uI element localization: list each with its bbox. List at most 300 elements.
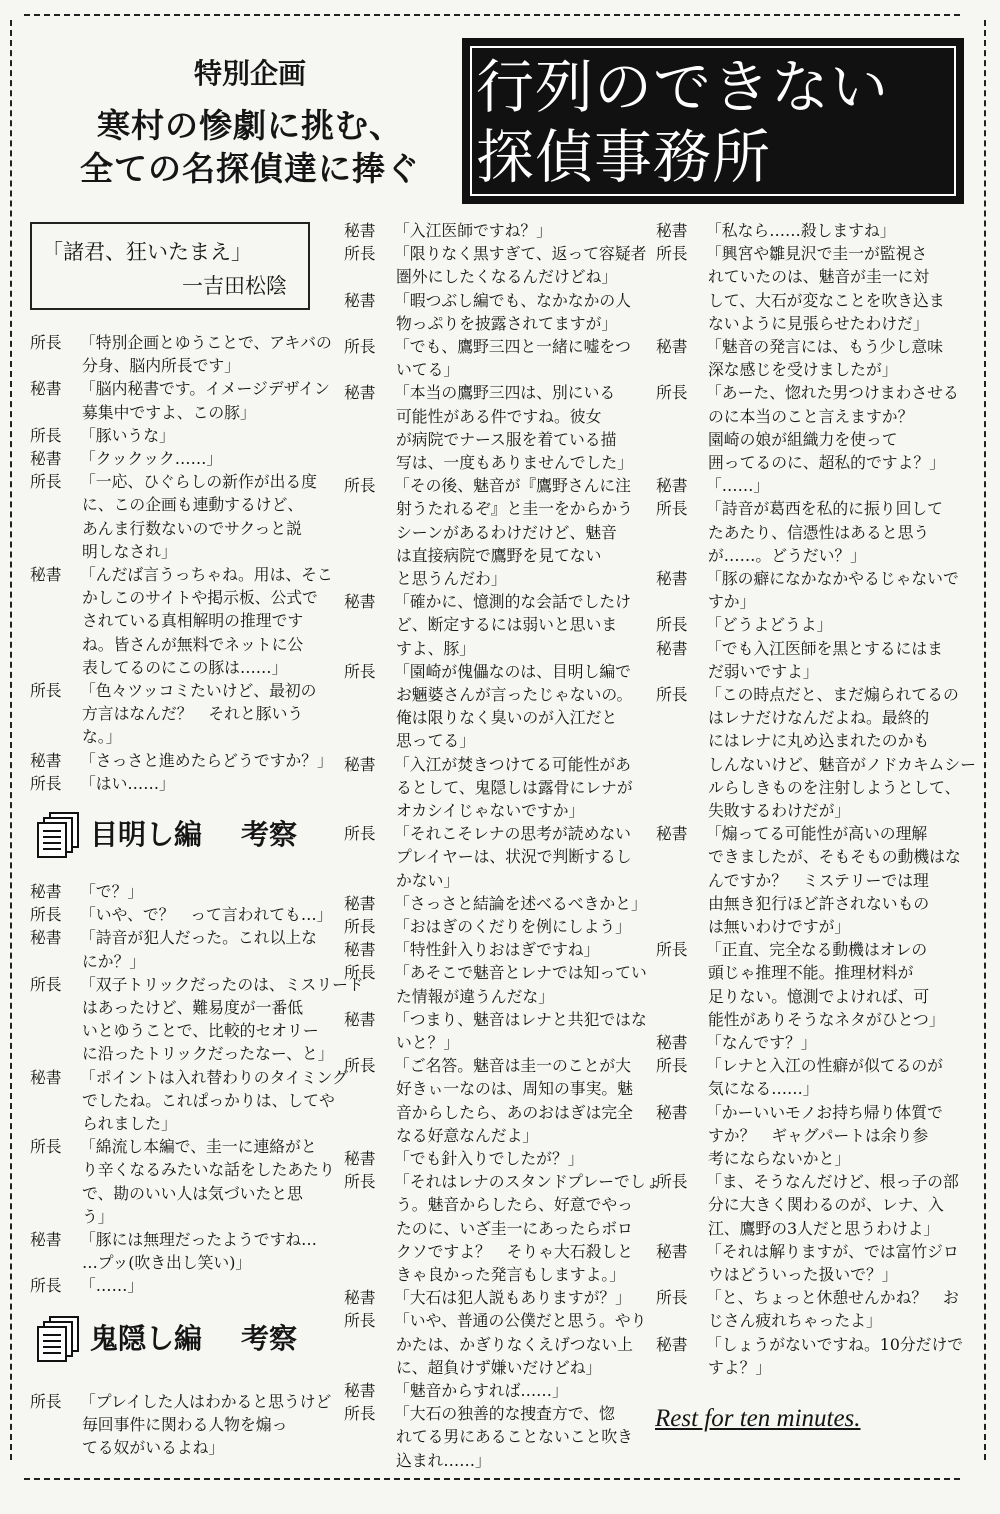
- dialogue-line: [656, 289, 945, 312]
- speaker-label: 秘書: [344, 592, 376, 612]
- speaker-label: 所長: [30, 773, 62, 793]
- dialogue-text: じさん疲れちゃったよ」: [708, 1311, 882, 1331]
- dialogue-text: 好きぃ一なのは、周知の事実。魅: [396, 1079, 633, 1099]
- quote-box: [30, 222, 310, 310]
- dialogue-line: [30, 1135, 317, 1158]
- dialogue-text: 「それは解りますが、では富竹ジロ: [706, 1241, 959, 1261]
- dialogue-line: [344, 474, 631, 497]
- dialogue-line: [656, 428, 898, 451]
- dialogue-line: [344, 521, 617, 544]
- dialogue-line: [30, 424, 175, 447]
- speaker-label: 秘書: [344, 1149, 376, 1168]
- speaker-label: 秘書: [656, 1033, 688, 1052]
- speaker-label: 所長: [344, 824, 376, 844]
- dialogue-text: 「でも、鷹野三四と一緒に嘘をつ: [394, 337, 631, 356]
- title-line-1: 行列のできない: [476, 53, 890, 121]
- dialogue-text: にか？」: [82, 951, 146, 971]
- dialogue-line: [344, 961, 647, 984]
- dialogue-text: は無いわけですが」: [708, 917, 851, 936]
- speaker-label: 所長: [344, 661, 376, 681]
- dialogue-text: 「で？」: [80, 882, 144, 901]
- dialogue-text: 「入江医師ですね？」: [394, 221, 552, 240]
- speaker-label: 所長: [30, 1137, 62, 1157]
- dialogue-text: 「限りなく黒すぎて、返って容疑者: [394, 244, 647, 264]
- dialogue-text: 圏外にしたくなるんだけどね」: [396, 267, 618, 287]
- dialogue-line: [656, 451, 945, 474]
- speaker-label: 所長: [344, 476, 376, 496]
- speaker-label: 秘書: [344, 221, 376, 240]
- dialogue-line: [344, 312, 617, 335]
- dialogue-text: 考にならないかと」: [708, 1149, 851, 1168]
- dialogue-line: [656, 845, 961, 868]
- dialogue-line: [344, 776, 633, 799]
- speaker-label: 所長: [344, 917, 376, 936]
- dialogue-text: 失敗するわけだが」: [708, 801, 851, 820]
- dialogue-text: いと？」: [396, 1033, 460, 1052]
- dialogue-text: 「さっさと進めたらどうですか？」: [80, 750, 333, 770]
- dialogue-text: 「暇つぶし編でも、なかなかの人: [394, 290, 631, 310]
- dialogue-line: [344, 915, 631, 938]
- dialogue-line: [344, 358, 459, 381]
- dialogue-line: [30, 950, 145, 973]
- dialogue-text: かたは、かぎりなくえげつない上: [396, 1334, 633, 1354]
- dialogue-line: [656, 985, 929, 1008]
- dialogue-text: 江、鷹野の3人だと思うわけよ」: [708, 1218, 940, 1238]
- dialogue-line: [30, 1228, 317, 1251]
- speaker-label: 秘書: [344, 1288, 376, 1308]
- dialogue-line: [656, 358, 898, 381]
- dialogue-text: 「クックック……」: [80, 449, 223, 468]
- dialogue-text: 深な感じを受けましたが」: [708, 360, 898, 380]
- dialogue-text: 「私なら……殺しますね」: [706, 221, 896, 240]
- dialogue-line: [344, 1077, 633, 1100]
- dialogue-line: [656, 1286, 959, 1309]
- dialogue-text: 「でも入江医師を黒とするにはま: [706, 638, 943, 658]
- speaker-label: 所長: [30, 333, 62, 352]
- speaker-label: 所長: [30, 1276, 62, 1296]
- dialogue-text: 「綿流し本編で、圭一に連絡がと: [80, 1137, 317, 1157]
- dialogue-line: [656, 1240, 959, 1263]
- dialogue-line: [656, 753, 976, 776]
- dialogue-text: クソですよ？ そりゃ大石殺しと: [396, 1241, 633, 1261]
- dialogue-line: [30, 540, 177, 563]
- dialogue-line: [30, 1390, 331, 1413]
- dialogue-text: かない」: [396, 870, 460, 890]
- dialogue-line: [656, 1101, 943, 1124]
- quote-author: 一吉田松陰: [182, 274, 287, 298]
- dialogue-line: [344, 1333, 633, 1356]
- dialogue-line: [656, 660, 819, 683]
- dialogue-line: [30, 1436, 224, 1459]
- speaker-label: 所長: [344, 337, 376, 356]
- dialogue-text: んですか？ ミステリーでは理: [708, 870, 929, 890]
- left-dashed-border: [10, 20, 12, 1460]
- dialogue-text: 能性がありそうなネタがひとつ」: [708, 1009, 945, 1029]
- top-dashed-border: [24, 14, 960, 16]
- dialogue-line: [344, 1449, 491, 1472]
- dialogue-line: [30, 563, 333, 586]
- dialogue-line: [656, 335, 943, 358]
- dialogue-text: 「特別企画とゆうことで、アキバの: [80, 333, 332, 352]
- dialogue-line: [656, 869, 929, 892]
- dialogue-line: [656, 1077, 819, 1100]
- dialogue-line: [30, 586, 318, 609]
- dialogue-line: [344, 729, 475, 752]
- dialogue-line: [656, 1309, 882, 1332]
- dialogue-line: [344, 706, 617, 729]
- dialogue-line: [656, 613, 832, 636]
- dialogue-text: にはレナに丸め込まれたのかも: [708, 731, 930, 751]
- dialogue-line: [656, 938, 927, 961]
- dialogue-line: [344, 451, 633, 474]
- dialogue-line: [344, 289, 631, 312]
- dialogue-line: [344, 1286, 631, 1309]
- dialogue-text: 物っぷりを披露されてますが」: [396, 313, 618, 333]
- dialogue-text: 「詩音が犯人だった。これ以上な: [80, 928, 317, 948]
- dialogue-text: 「あーた、惚れた男つけまわさせる: [706, 383, 959, 403]
- speaker-label: 所長: [30, 1392, 62, 1411]
- dialogue-text: きゃ良かった発言もしますよ。」: [396, 1265, 626, 1284]
- dialogue-text: られました」: [82, 1114, 177, 1133]
- speaker-label: 所長: [344, 244, 376, 264]
- dialogue-text: しんないけど、魅音がノドカキムシー: [708, 754, 976, 774]
- dialogue-text: に、超負けず嫌いだけどね」: [396, 1357, 602, 1377]
- dialogue-text: 「豚いうな」: [80, 425, 175, 445]
- dialogue-text: すか」: [708, 592, 756, 612]
- dialogue-line: [656, 1008, 945, 1031]
- dialogue-text: 「その後、魅音が『鷹野さんに注: [394, 476, 631, 496]
- dialogue-text: 「おはぎのくだりを例にしよう」: [394, 917, 631, 936]
- subtitle-line-1: 寒村の惨劇に挑む、: [97, 106, 403, 145]
- dialogue-text: に、この企画も連動するけど、: [82, 495, 304, 515]
- speaker-label: 秘書: [30, 449, 62, 468]
- dialogue-text: 明しなされ」: [82, 541, 177, 561]
- speaker-label: 秘書: [30, 379, 62, 399]
- dialogue-line: [30, 1251, 251, 1274]
- dialogue-line: [30, 1066, 348, 1089]
- dialogue-text: 「この時点だと、まだ煽られてるの: [706, 685, 959, 704]
- speaker-label: 所長: [656, 499, 688, 519]
- dialogue-line: [30, 517, 302, 540]
- dialogue-text: いとゆうことで、比較的セオリー: [82, 1021, 319, 1041]
- dialogue-text: 射うたれるぞ』と圭一をからかう: [396, 499, 633, 519]
- speaker-label: 秘書: [656, 337, 688, 356]
- dialogue-line: [344, 985, 554, 1008]
- dialogue-line: [30, 493, 303, 516]
- dialogue-text: 「特性針入りおはぎですね」: [394, 940, 600, 960]
- dialogue-line: [30, 1182, 303, 1205]
- dialogue-text: う。魅音からしたら、好意でやっ: [396, 1195, 633, 1215]
- dialogue-line: [656, 1124, 928, 1147]
- quote-text: 「諸君、狂いたまえ」: [42, 240, 252, 264]
- dialogue-text: 「いや、で？ って言われても…」: [80, 905, 333, 925]
- dialogue-line: [344, 335, 631, 358]
- dialogue-text: 「園崎が傀儡なのは、目明し編で: [394, 661, 631, 681]
- speaker-label: 所長: [656, 383, 688, 403]
- dialogue-line: [656, 1356, 771, 1379]
- dialogue-text: 「さっさと結論を述べるべきかと」: [394, 893, 647, 913]
- speaker-label: 所長: [656, 1056, 688, 1076]
- speaker-label: 秘書: [344, 383, 376, 403]
- dialogue-text: 園崎の娘が組織力を使って: [708, 429, 898, 449]
- dialogue-text: 「いや、普通の公僕だと思う。やり: [394, 1311, 647, 1331]
- dialogue-text: ないように見張らせたわけだ」: [708, 313, 929, 333]
- dialogue-text: は直接病院で鷹野を見てない: [396, 545, 602, 565]
- dialogue-line: [344, 381, 615, 404]
- dialogue-line: [344, 265, 617, 288]
- dialogue-text: はあったけど、難易度が一番低: [82, 998, 303, 1017]
- dialogue-text: な。」: [82, 727, 122, 747]
- speaker-label: 所長: [30, 425, 62, 445]
- speaker-label: 所長: [344, 1404, 376, 1424]
- dialogue-line: [30, 470, 317, 493]
- dialogue-text: 「なんです？」: [706, 1033, 817, 1052]
- speaker-label: 秘書: [344, 290, 376, 310]
- rest-caption: Rest for ten minutes.: [655, 1405, 861, 1432]
- section-title: 目明し編: [90, 818, 203, 851]
- dialogue-line: [656, 1170, 959, 1193]
- speaker-label: 秘書: [344, 1009, 376, 1029]
- dialogue-text: 「興宮や雛見沢で圭一が監視さ: [706, 244, 928, 264]
- dialogue-text: 「ご名答。魅音は圭一のことが大: [394, 1056, 631, 1076]
- speaker-label: 所長: [30, 681, 62, 700]
- speaker-label: 所長: [344, 1311, 376, 1331]
- dialogue-text: 「と、ちょっと休憩せんかね？ お: [706, 1288, 959, 1308]
- dialogue-line: [656, 892, 929, 915]
- dialogue-line: [30, 1112, 177, 1135]
- dialogue-line: [30, 1042, 334, 1065]
- document-icon: [36, 812, 80, 858]
- dialogue-line: [344, 428, 616, 451]
- dialogue-text: 募集中ですよ、この豚」: [82, 402, 256, 422]
- dialogue-text: れてる男にあることないこと吹き: [396, 1427, 633, 1447]
- dialogue-line: [656, 1263, 898, 1286]
- dialogue-text: プレイヤーは、状況で判断するし: [396, 847, 632, 867]
- dialogue-line: [344, 1054, 631, 1077]
- dialogue-line: [30, 1205, 114, 1228]
- dialogue-line: [344, 567, 507, 590]
- dialogue-text: に沿ったトリックだったなー、と」: [82, 1044, 334, 1064]
- dialogue-line: [30, 377, 330, 400]
- dialogue-text: お魎婆さんが言ったじゃないの。: [396, 685, 633, 704]
- dialogue-text: てる奴がいるよね」: [82, 1438, 225, 1458]
- section-tag: 考察: [241, 818, 298, 851]
- dialogue-text: 思ってる」: [396, 731, 475, 751]
- dialogue-text: オカシイじゃないですか」: [396, 801, 585, 820]
- dialogue-line: [30, 401, 256, 424]
- dialogue-text: ね。皆さんが無料でネットに公: [82, 634, 304, 654]
- dialogue-line: [344, 637, 475, 660]
- speaker-label: 秘書: [30, 750, 62, 770]
- dialogue-line: [344, 405, 601, 428]
- dialogue-text: 方言はなんだ？ それと豚いう: [82, 704, 304, 724]
- speaker-label: 秘書: [30, 565, 62, 584]
- dialogue-text: だ弱いですよ」: [708, 661, 819, 681]
- dialogue-text: 「大石は犯人説もありますが？」: [394, 1288, 631, 1308]
- dialogue-line: [656, 312, 929, 335]
- speaker-label: 秘書: [344, 940, 376, 960]
- dialogue-text: 「……」: [706, 476, 770, 496]
- speaker-label: 秘書: [656, 569, 688, 588]
- dialogue-line: [30, 1413, 287, 1436]
- speaker-label: 秘書: [30, 882, 62, 901]
- dialogue-text: 分に大きく関わるのが、レナ、入: [708, 1195, 944, 1215]
- dialogue-text: のに本当のこと言えますか？: [708, 406, 914, 426]
- dialogue-text: 「豚の癖になかなかやるじゃないで: [706, 569, 959, 588]
- dialogue-line: [656, 1333, 963, 1356]
- dialogue-line: [344, 1309, 646, 1332]
- dialogue-line: [30, 973, 364, 996]
- dialogue-text: るとして、鬼隠しは露骨にレナが: [396, 777, 633, 797]
- dialogue-text: た情報が違うんだな」: [396, 986, 554, 1006]
- dialogue-text: すよ、豚」: [396, 638, 475, 658]
- dialogue-line: [656, 405, 913, 428]
- dialogue-text: 「煽ってる可能性が高いの理解: [706, 824, 928, 844]
- dialogue-text: 気になる……」: [708, 1079, 819, 1099]
- dialogue-line: [656, 497, 943, 520]
- dialogue-text: 毎回事件に関わる人物を煽っ: [82, 1415, 288, 1435]
- dialogue-text: れていたのは、魅音が圭一に対: [708, 267, 930, 287]
- dialogue-line: [656, 544, 866, 567]
- dialogue-text: 由無き犯行ほど許されないもの: [708, 893, 930, 913]
- dialogue-line: [344, 845, 632, 868]
- dialogue-line: [344, 822, 631, 845]
- document-icon: [36, 1316, 80, 1362]
- speaker-label: 所長: [30, 472, 62, 492]
- dialogue-line: [344, 753, 631, 776]
- speaker-label: 秘書: [656, 1334, 688, 1354]
- dialogue-line: [656, 219, 896, 242]
- dialogue-text: あんま行数ないのでサクっと説: [82, 518, 302, 538]
- dialogue-text: 「はい……」: [80, 773, 175, 793]
- dialogue-line: [30, 633, 303, 656]
- dialogue-text: 「でも針入りでしたが？」: [394, 1149, 584, 1168]
- speaker-label: 所長: [656, 1288, 688, 1308]
- dialogue-text: ルらしきものを注射しようとして、: [708, 777, 961, 797]
- dialogue-line: [656, 915, 850, 938]
- dialogue-text: いてる」: [396, 360, 460, 380]
- dialogue-line: [344, 1263, 625, 1286]
- dialogue-line: [656, 706, 929, 729]
- dialogue-text: ウはどういった扱いで？」: [708, 1265, 898, 1284]
- dialogue-text: 「……」: [80, 1276, 144, 1296]
- dialogue-line: [30, 656, 287, 679]
- dialogue-line: [344, 683, 632, 706]
- dialogue-text: はレナだけなんだよね。最終的: [708, 708, 930, 728]
- dialogue-text: 囲ってるのに、超私的ですよ？」: [708, 453, 945, 472]
- dialogue-text: 込まれ……」: [396, 1450, 491, 1470]
- dialogue-line: [344, 242, 646, 265]
- dialogue-text: 「大石の独善的な捜査方で、惚: [394, 1404, 615, 1424]
- speaker-label: 所長: [30, 974, 62, 994]
- dialogue-text: 音からしたら、あのおはぎは完全: [396, 1102, 633, 1122]
- speaker-label: 所長: [656, 685, 688, 704]
- speaker-label: 所長: [656, 615, 688, 635]
- speaker-label: 秘書: [656, 1102, 688, 1122]
- dialogue-line: [656, 1031, 817, 1054]
- dialogue-line: [656, 381, 959, 404]
- dialogue-line: [30, 903, 332, 926]
- dialogue-text: 「んだば言うっちゃね。用は、そこ: [80, 565, 333, 584]
- dialogue-line: [344, 1124, 538, 1147]
- dialogue-line: [656, 729, 929, 752]
- dialogue-line: [656, 1193, 944, 1216]
- dialogue-line: [30, 926, 317, 949]
- dialogue-text: 「つまり、魅音はレナと共犯ではな: [394, 1009, 647, 1029]
- dialogue-line: [30, 772, 175, 795]
- dialogue-line: [656, 590, 755, 613]
- dialogue-text: 分身、脳内所長です」: [82, 356, 240, 376]
- dialogue-text: かしこのサイトや掲示板、公式で: [82, 588, 318, 608]
- dialogue-line: [30, 1274, 143, 1297]
- dialogue-text: 「プレイした人はわかると思うけど: [80, 1392, 332, 1411]
- dialogue-line: [30, 702, 303, 725]
- right-dashed-border: [984, 20, 986, 1460]
- dialogue-text: 写は、一度もありませんでした」: [396, 453, 633, 472]
- dialogue-line: [344, 219, 552, 242]
- speaker-label: 秘書: [30, 1230, 62, 1249]
- dialogue-text: たあたり、信憑性はあると思う: [708, 522, 930, 542]
- dialogue-line: [656, 961, 913, 984]
- dialogue-line: [30, 725, 122, 748]
- dialogue-line: [344, 869, 459, 892]
- dialogue-text: 「詩音が葛西を私的に振り回して: [706, 499, 943, 519]
- dialogue-line: [656, 567, 959, 590]
- dialogue-text: 「入江が焚きつけてる可能性があ: [394, 754, 631, 774]
- dialogue-text: り辛くなるみたいな話をしたあたり: [82, 1160, 335, 1180]
- speaker-label: 秘書: [344, 1381, 376, 1400]
- section-title: 鬼隠し編: [90, 1322, 203, 1355]
- dialogue-text: 可能性がある件ですね。彼女: [396, 406, 602, 426]
- dialogue-text: 頭じゃ推理不能。推理材料が: [708, 963, 914, 983]
- dialogue-text: 「しょうがないですね。10分だけで: [706, 1334, 964, 1354]
- section-tag: 考察: [241, 1322, 298, 1355]
- dialogue-text: たのに、いざ圭一にあったらボロ: [396, 1218, 633, 1238]
- dialogue-text: で、勘のいい人は気づいたと思: [82, 1183, 303, 1203]
- speaker-label: 所長: [344, 963, 376, 983]
- dialogue-text: …プッ(吹き出し笑い)」: [82, 1253, 252, 1273]
- dialogue-text: 「ま、そうなんだけど、根っ子の部: [706, 1172, 959, 1192]
- speaker-label: 秘書: [344, 893, 376, 913]
- title-line-2: 探偵事務所: [476, 123, 772, 191]
- dialogue-line: [656, 683, 959, 706]
- dialogue-text: でしたね。これぱっかりは、してや: [82, 1090, 335, 1110]
- speaker-label: 所長: [656, 244, 688, 264]
- dialogue-text: 「本当の鷹野三四は、別にいる: [394, 383, 616, 403]
- dialogue-text: シーンがあるわけだけど、魅音: [396, 522, 617, 542]
- dialogue-text: 「脳内秘書です。イメージデザイン: [80, 379, 330, 399]
- dialogue-text: なる好意なんだよ」: [396, 1125, 539, 1145]
- dialogue-line: [344, 497, 633, 520]
- dialogue-line: [656, 242, 927, 265]
- dialogue-text: 「それこそレナの思考が読めない: [394, 824, 631, 844]
- dialogue-text: 俺は限りなく臭いのが入江だと: [396, 708, 618, 728]
- dialogue-line: [344, 1217, 633, 1240]
- subtitle-line-2: 全ての名探偵達に捧ぐ: [80, 149, 420, 188]
- dialogue-text: 「どうよどうよ」: [706, 615, 833, 635]
- dialogue-line: [656, 1147, 850, 1170]
- dialogue-line: [344, 799, 584, 822]
- dialogue-line: [344, 1193, 633, 1216]
- dialogue-line: [344, 1008, 647, 1031]
- dialogue-text: が……。どうだい？」: [708, 545, 866, 565]
- dialogue-line: [656, 822, 927, 845]
- dialogue-text: されている真相解明の推理です: [82, 611, 304, 631]
- dialogue-line: [344, 1101, 633, 1124]
- speaker-label: 秘書: [30, 1067, 62, 1087]
- dialogue-line: [656, 265, 929, 288]
- dialogue-text: 「魅音からすれば……」: [394, 1381, 568, 1400]
